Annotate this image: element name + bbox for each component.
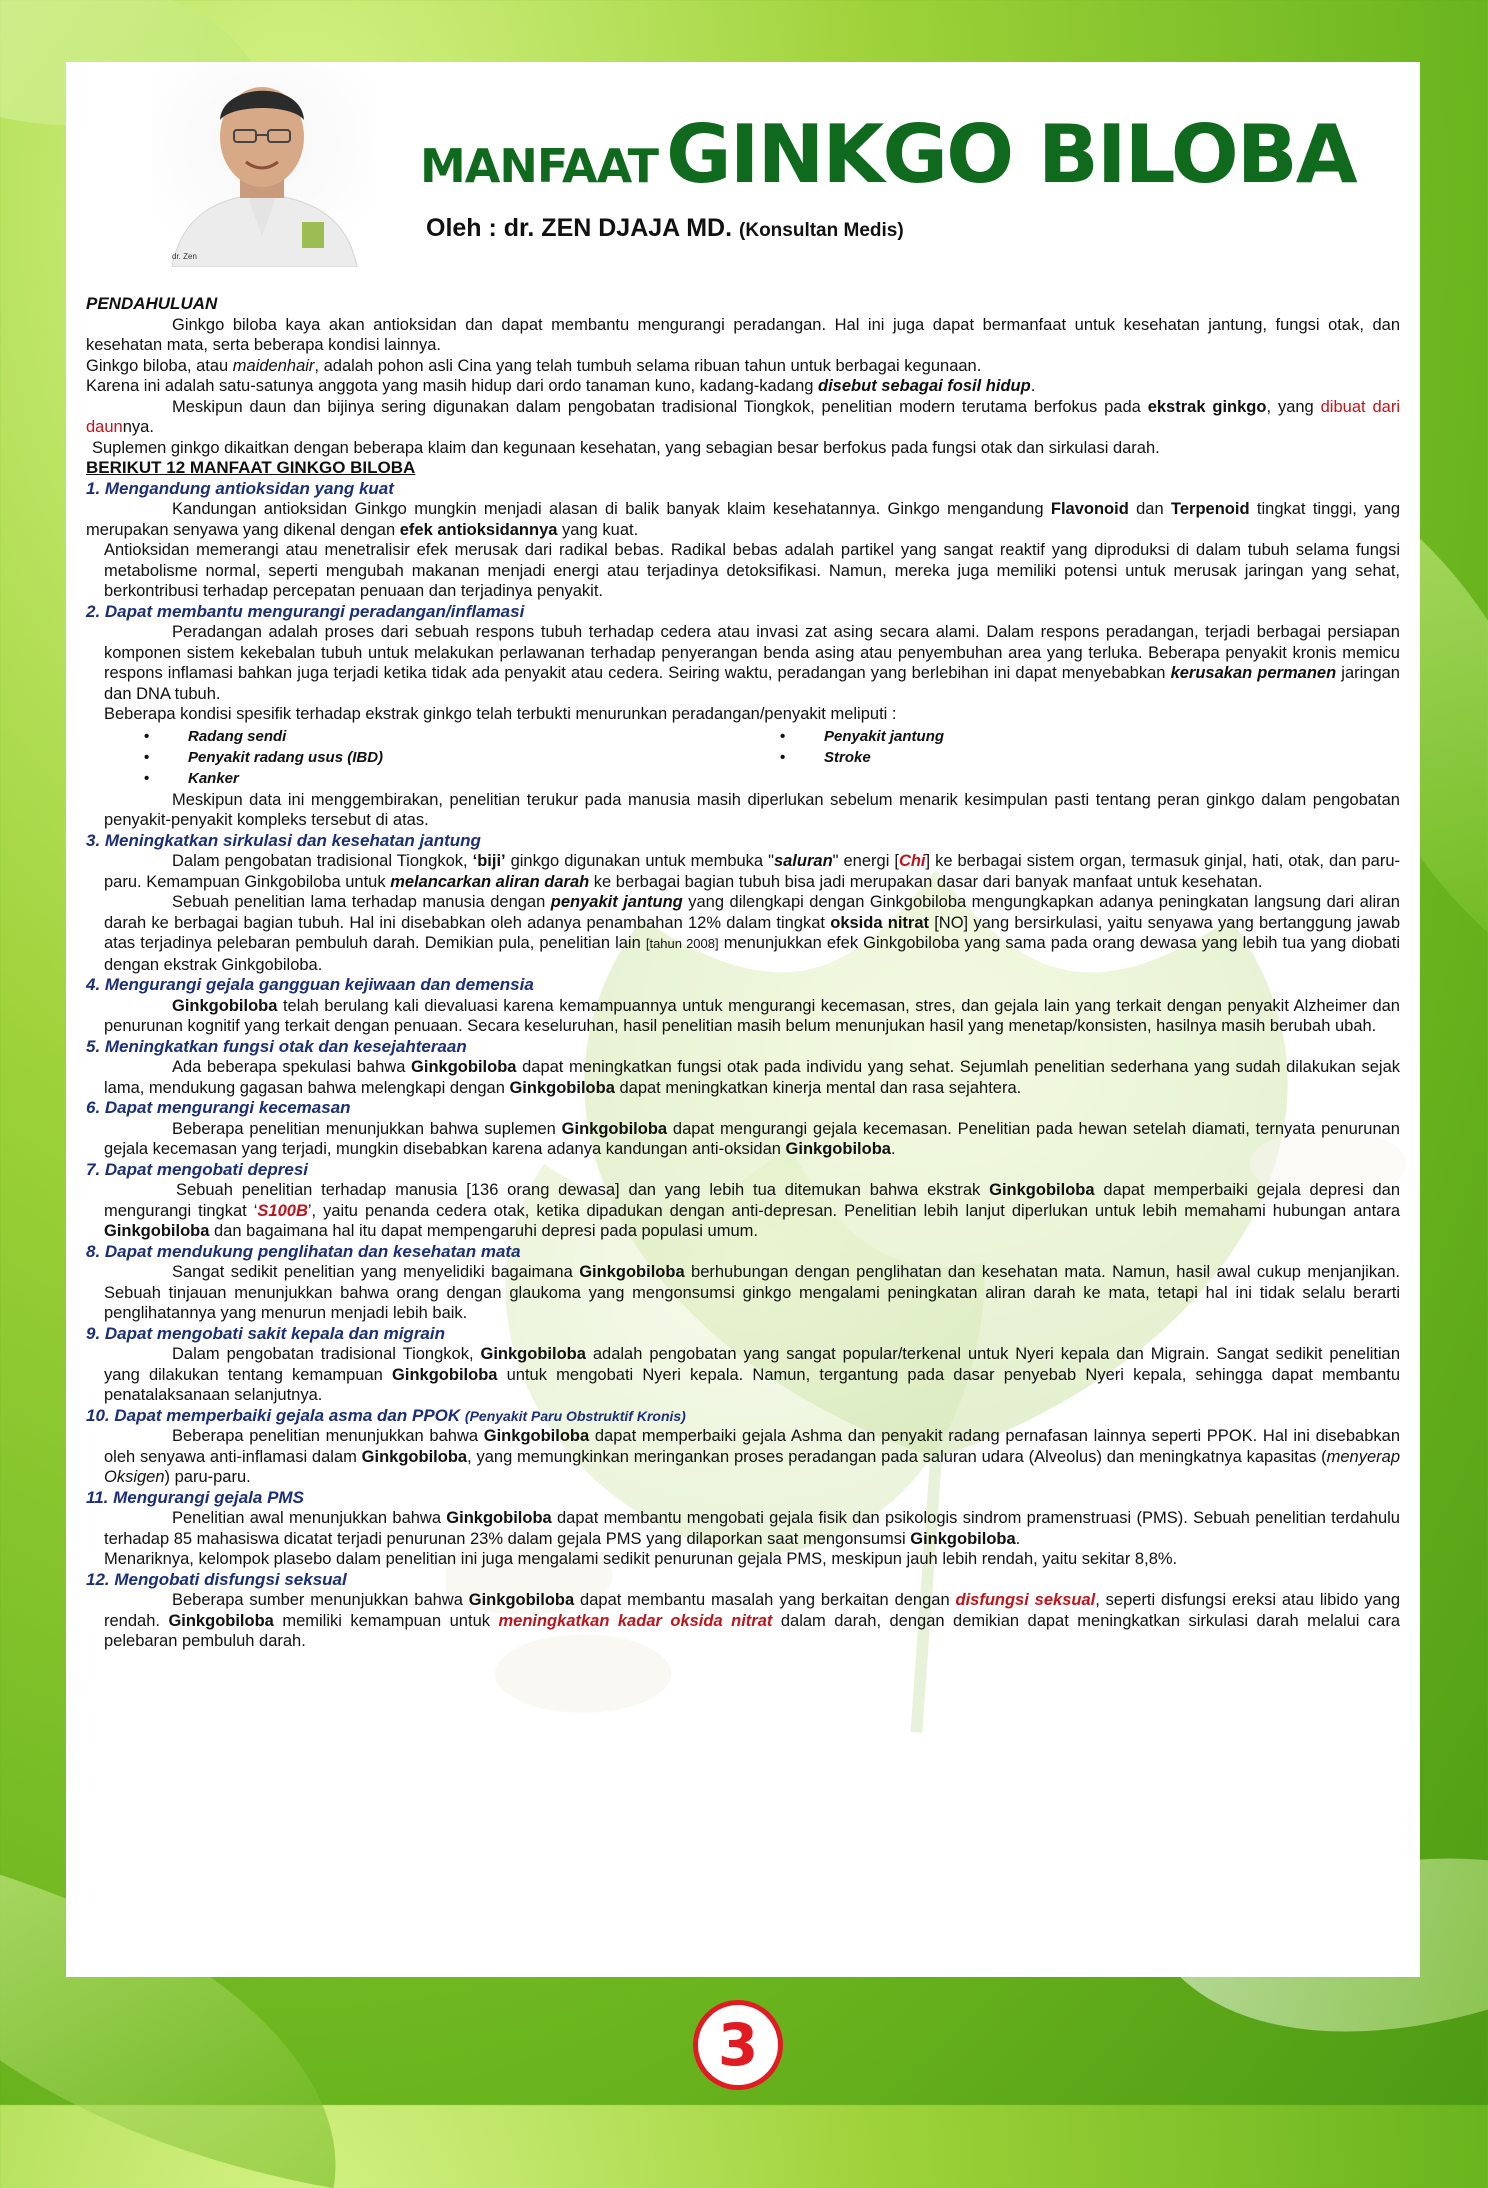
section-title-5: 5. Meningkatkan fungsi otak dan kesejahteraan [86, 1036, 467, 1056]
section-paragraph: Sebuah penelitian terhadap manusia [136 orang dewasa] dan yang lebih tua ditemukan bahwa ekstrak Ginkgobiloba dapat memperbaiki gejala depresi dan mengurangi tingkat ‘S100B’, yaitu penanda cedera otak, ketika dipadukan dengan anti-depresan. Penelitian lebih lanjut diperlukan untuk lebih memahami hubungan antara Ginkgobiloba dan bagaimana hal itu dapat mempengaruhi depresi pada populasi umum. [104, 1181, 1400, 1240]
section-paragraph: Sebuah penelitian lama terhadap manusia dengan penyakit jantung yang dilengkapi dengan Ginkgobiloba mengungkapkan adanya peningkatan langsung dari aliran darah ke berbagai bagian tubuh. Hal ini disebabkan oleh adanya penambahan 12% dalam tingkat oksida nitrat [NO] yang bersirkulasi, yaitu senyawa yang bertanggung jawab atas terjadinya pelebaran pembuluh darah. Demikian pula, penelitian lain [tahun 2008] menunjukkan efek Ginkgobiloba yang sama pada orang dewasa yang lebih tua yang diobati dengan ekstrak Ginkgobiloba. [104, 893, 1401, 974]
intro-paragraph: Ginkgo biloba, atau maidenhair, adalah pohon asli Cina yang telah tumbuh selama ribuan tahun untuk berbagai kegunaan. [86, 356, 982, 375]
section-paragraph: Menariknya, kelompok plasebo dalam penelitian ini juga mengalami sedikit penurunan gejala PMS, meskipun jauh lebih rendah, yaitu sekitar 8,8%. [104, 1550, 1178, 1568]
section-paragraph: Meskipun data ini menggembirakan, penelitian terukur pada manusia masih diperlukan sebelum menarik kesimpulan pasti tentang peran ginkgo dalam pengobatan penyakit-penyakit kompleks tersebut di atas. [104, 790, 1400, 829]
list-item: • Penyakit radang usus (IBD) [188, 747, 383, 768]
condition-list [86, 726, 1400, 790]
section-title-10: 10. Dapat memperbaiki gejala asma dan PPOK (Penyakit Paru Obstruktif Kronis) [86, 1405, 686, 1425]
section-paragraph: Kandungan antioksidan Ginkgo mungkin menjadi alasan di balik banyak klaim kesehatannya. Ginkgo mengandung Flavonoid dan Terpenoid tingkat tinggi, yang merupakan senyawa yang dikenal dengan efek antioksidannya yang kuat. [86, 500, 1401, 539]
section-paragraph: Beberapa penelitian menunjukkan bahwa Ginkgobiloba dapat memperbaiki gejala Ashma dan penyakit radang pernafasan lainnya seperti PPOK. Hal ini disebabkan oleh senyawa anti-inflamasi dalam Ginkgobiloba, yang memungkinkan meringankan proses peradangan pada saluran udara (Alveolus) dan meningkatnya kapasitas (menyerap Oksigen) paru-paru. [104, 1427, 1400, 1486]
title-small: MANFAAT [420, 139, 659, 193]
section-title-7: 7. Dapat mengobati depresi [86, 1159, 308, 1179]
section-title-9: 9. Dapat mengobati sakit kepala dan migrain [86, 1323, 445, 1343]
section-paragraph: Sangat sedikit penelitian yang menyelidiki bagaimana Ginkgobiloba berhubungan dengan penglihatan dan kesehatan mata. Namun, hasil awal cukup menjanjikan. Sebuah tinjauan menunjukkan bahwa orang dengan glaukoma yang mengonsumsi ginkgo mengalami peningkatan aliran darah ke mata, tetapi hal ini tidak selalu berarti penglihatannya yang menurun menjadi lebih baik. [104, 1263, 1401, 1322]
section-paragraph: Ginkgobiloba telah berulang kali dievaluasi karena kemampuannya untuk mengurangi kecemasan, stres, dan gejala lain yang terkait dengan penyakit Alzheimer dan penurunan kognitif yang terkait dengan penuaan. Secara keseluruhan, hasil penelitian masih belum menunjukan hasil yang menetap/konsisten, hasilnya masih berubah ubah. [104, 996, 1400, 1035]
portrait-name-badge: dr. Zen [172, 252, 197, 261]
page-title [420, 108, 1356, 201]
intro-paragraph: Suplemen ginkgo dikaitkan dengan beberapa klaim dan kegunaan kesehatan, yang sebagian besar berfokus pada fungsi otak dan sirkulasi darah. [92, 438, 1160, 457]
section-title-4: 4. Mengurangi gejala gangguan kejiwaan dan demensia [86, 975, 534, 994]
section-title-1: 1. Mengandung antioksidan yang kuat [86, 478, 394, 498]
section-title-12: 12. Mengobati disfungsi seksual [86, 1569, 347, 1589]
section-title-6: 6. Dapat mengurangi kecemasan [86, 1098, 351, 1117]
section-paragraph: Beberapa kondisi spesifik terhadap ekstrak ginkgo telah terbukti menurunkan peradangan/penyakit meliputi : [104, 705, 897, 723]
article-body [86, 294, 1400, 1652]
section-title-11: 11. Mengurangi gejala PMS [86, 1487, 304, 1507]
list-item: • Stroke [824, 747, 871, 768]
byline [426, 214, 904, 243]
page-number: 3 [693, 2000, 783, 2090]
author-role: (Konsultan Medis) [739, 220, 904, 241]
section-paragraph: Dalam pengobatan tradisional Tiongkok, Ginkgobiloba adalah pengobatan yang sangat popular/terkenal untuk Nyeri kepala dan Migrain. Sangat sedikit penelitian yang dilakukan tentang kemampuan Ginkgobiloba untuk mengobati Nyeri kepala. Namun, tergantung pada dasar penyebab Nyeri kepala, sehingga dapat membantu penatalaksanaan selanjutnya. [104, 1345, 1401, 1404]
section-title-3: 3. Meningkatkan sirkulasi dan kesehatan jantung [86, 830, 481, 850]
article-panel [66, 62, 1420, 1977]
section-paragraph: Beberapa penelitian menunjukkan bahwa suplemen Ginkgobiloba dapat mengurangi gejala kecemasan. Penelitian pada hewan setelah diamati, ternyata penurunan gejala kecemasan yang terjadi, mungkin disebabkan karena adanya kandungan anti-oksidan Ginkgobiloba. [104, 1119, 1400, 1158]
section-title-8: 8. Dapat mendukung penglihatan dan kesehatan mata [86, 1241, 521, 1261]
list-item: • Penyakit jantung [824, 726, 944, 747]
author-name: Oleh : dr. ZEN DJAJA MD. [426, 214, 733, 242]
list-item: • Radang sendi [188, 726, 286, 747]
list-heading: BERIKUT 12 MANFAAT GINKGO BILOBA [86, 458, 416, 477]
section-paragraph: Peradangan adalah proses dari sebuah respons tubuh terhadap cedera atau invasi zat asing secara alami. Dalam respons peradangan, terjadi berbagai persiapan komponen sistem kekebalan tubuh untuk melakukan perlawanan terhadap penyerangan benda asing atau penyembuhan area yang terluka. Beberapa penyakit kronis memicu respons inflamasi bahkan juga terjadi ketika tidak ada penyakit atau cedera. Seiring waktu, peradangan yang berlebihan ini dapat menyebabkan kerusakan permanen jaringan dan DNA tubuh. [104, 623, 1400, 703]
section-paragraph: Ada beberapa spekulasi bahwa Ginkgobiloba dapat meningkatkan fungsi otak pada individu yang sehat. Sejumlah penelitian sederhana yang sudah dilakukan sejak lama, mendukung gagasan bahwa melengkapi dengan Ginkgobiloba dapat meningkatkan kinerja mental dan rasa sejahtera. [104, 1058, 1400, 1097]
intro-heading: PENDAHULUAN [86, 294, 218, 313]
title-big: GINKGO BILOBA [666, 108, 1356, 201]
section-paragraph: Penelitian awal menunjukkan bahwa Ginkgobiloba dapat membantu mengobati gejala fisik dan psikologis sindrom pramenstruasi (PMS). Sebuah penelitian terdahulu terhadap 85 mahasiswa dicatat terjadi penurunan 23% dalam gejala PMS yang dilaporkan saat mengonsumsi Ginkgobiloba. [104, 1509, 1400, 1548]
list-item: • Kanker [188, 768, 239, 789]
author-portrait [152, 62, 372, 267]
intro-paragraph: Meskipun daun dan bijinya sering digunakan dalam pengobatan tradisional Tiongkok, penelitian modern terutama berfokus pada ekstrak ginkgo, yang dibuat dari daunnya. [86, 397, 1400, 436]
section-paragraph: Beberapa sumber menunjukkan bahwa Ginkgobiloba dapat membantu masalah yang berkaitan dengan disfungsi seksual, seperti disfungsi ereksi atau libido yang rendah. Ginkgobiloba memiliki kemampuan untuk meningkatkan kadar oksida nitrat dalam darah, dengan demikian dapat meningkatkan sirkulasi darah melalui cara pelebaran pembuluh darah. [104, 1591, 1401, 1650]
section-paragraph: Antioksidan memerangi atau menetralisir efek merusak dari radikal bebas. Radikal bebas adalah partikel yang sangat reaktif yang diproduksi di dalam tubuh selama fungsi metabolisme normal, seperti mengubah makanan menjadi energi atau terjadinya detoksifikasi. Namun, mereka juga memiliki potensi untuk merusak jaringan yang sehat, berkontribusi terhadap percepatan penuaan dan terjadinya penyakit. [104, 541, 1400, 600]
intro-paragraph: Karena ini adalah satu-satunya anggota yang masih hidup dari ordo tanaman kuno, kadang-kadang disebut sebagai fosil hidup. [86, 377, 1036, 395]
section-paragraph: Dalam pengobatan tradisional Tiongkok, ‘biji’ ginkgo digunakan untuk membuka "saluran" energi [Chi] ke berbagai sistem organ, termasuk ginjal, hati, otak, dan paru-paru. Kemampuan Ginkgobiloba untuk melancarkan aliran darah ke berbagai bagian tubuh bisa jadi merupakan dasar dari banyak manfaat untuk kesehatan. [104, 852, 1400, 891]
intro-paragraph: Ginkgo biloba kaya akan antioksidan dan dapat membantu mengurangi peradangan. Hal ini juga dapat bermanfaat untuk kesehatan jantung, fungsi otak, dan kesehatan mata, serta beberapa kondisi lainnya. [86, 315, 1400, 354]
section-title-2: 2. Dapat membantu mengurangi peradangan/inflamasi [86, 601, 525, 621]
